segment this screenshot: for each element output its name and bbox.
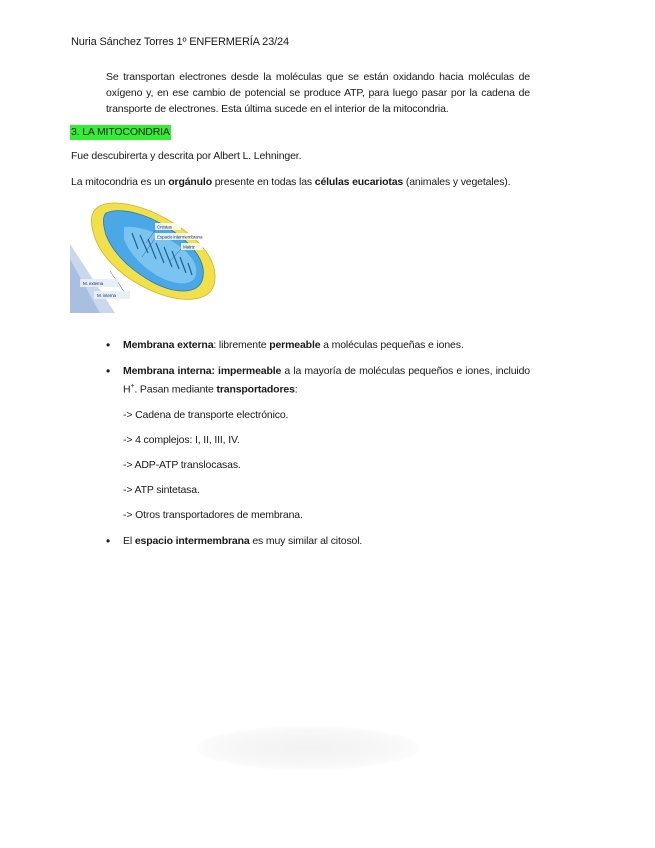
superscript-plus: +: [130, 383, 135, 390]
label-crestas: Crestas: [157, 224, 172, 230]
text: :: [294, 383, 298, 396]
bold-permeable: permeable: [269, 339, 321, 351]
discovery-line: Fue descubirerta y descrita por Albert L. Lehninger.: [71, 150, 302, 162]
membrane-list: [106, 338, 530, 549]
text: El: [123, 534, 135, 547]
membrana-interna-text: [123, 364, 530, 398]
mitochondria-diagram: [70, 199, 235, 313]
definition-bold-organulo: orgánulo: [168, 176, 212, 188]
text: a moléculas pequeñas e iones.: [320, 339, 464, 351]
subitem-complejos: -> 4 complejos: I, II, III, IV.: [123, 433, 240, 446]
subitem-otros: -> Otros transportadores de membrana.: [123, 508, 303, 521]
subitem-cadena: -> Cadena de transporte electrónico.: [123, 408, 289, 421]
text: a la mayoría de moléculas pequeños e iones, incluido H: [123, 365, 530, 396]
definition-line: [71, 176, 510, 188]
definition-bold-celulas: células eucariotas: [314, 176, 404, 188]
list-item-membrana-interna: [106, 364, 530, 523]
page-header: Nuria Sánchez Torres 1º ENFERMERÍA 23/24: [71, 36, 289, 48]
definition-text-1: La mitocondria es un: [71, 176, 169, 188]
label-m-externa: M. externa: [83, 281, 104, 286]
bold-membrana-interna: Membrana interna: impermeable: [123, 365, 282, 377]
subitem-translocasas: -> ADP-ATP translocasas.: [123, 458, 241, 471]
definition-text-3: (animales y vegetales).: [403, 176, 511, 188]
intro-paragraph: Se transportan electrones desde la moléculas que se están oxidando hacia moléculas de oxígeno y, en ese cambio de potencial se produce ATP, para luego pasar por la cadena de transporte de electrones. Esta última sucede en el interior de la mitocondria.: [106, 71, 530, 115]
text: es muy similar al citosol.: [249, 534, 363, 547]
text: . Pasan mediante: [134, 383, 217, 396]
text: : libremente: [213, 339, 270, 351]
label-espacio: Espacio intermembrana: [157, 234, 203, 240]
label-m-interna: M. interna: [97, 293, 116, 298]
subitem-atp-sintetasa: -> ATP sintetasa.: [123, 483, 200, 496]
bold-transportadores: transportadores: [216, 383, 295, 396]
bold-espacio-intermembrana: espacio intermembrana: [134, 534, 250, 547]
definition-text-2: presente en todas las: [211, 176, 315, 188]
section-title: 3. LA MITOCONDRIA: [71, 126, 170, 138]
faded-smudge: [196, 726, 420, 770]
label-matriz: Matriz: [183, 244, 195, 250]
bold-membrana-externa: Membrana externa: [123, 339, 214, 351]
list-item-espacio-intermembrana: [106, 534, 530, 549]
list-item-membrana-externa: [106, 338, 530, 353]
